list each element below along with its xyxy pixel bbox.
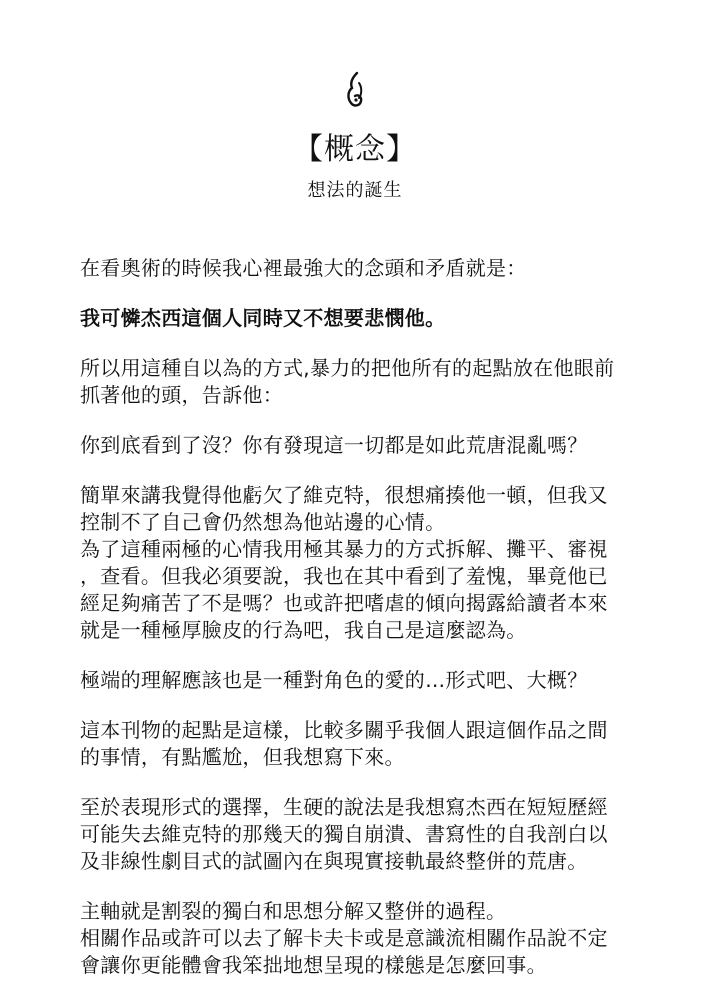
paragraph	[80, 717, 660, 771]
text-line: 所以用這種自以為的方式,暴力的把他所有的起點放在他眼前	[80, 356, 615, 380]
paragraph	[80, 255, 660, 282]
text-line: 在看奧術的時候我心裡最強大的念頭和矛盾就是：	[80, 256, 527, 280]
text-line: 至於表現形式的選擇，生硬的說法是我想寫杰西在短短歷經	[80, 795, 608, 819]
text-line: 為了這種兩極的心情我用極其暴力的方式拆解、攤平、審視	[80, 537, 608, 561]
text-line: 極端的理解應該也是一種對角色的愛的…形式吧、大概？	[80, 668, 588, 692]
body-text	[80, 255, 660, 1002]
text-line: 的事情，有點尷尬，但我想寫下來。	[80, 745, 405, 769]
text-line: 就是一種極厚臉皮的行為吧，我自己是這麼認為。	[80, 618, 527, 642]
text-line: 你到底看到了沒？你有發現這一切都是如此荒唐混亂嗎？	[80, 433, 588, 457]
paragraph	[80, 794, 660, 875]
text-line: ，查看。但我必須要說，我也在其中看到了羞愧，畢竟他已	[80, 564, 608, 588]
emphasized-paragraph	[80, 305, 660, 332]
text-line: 簡單來講我覺得他虧欠了維克特，很想痛揍他一頓，但我又	[80, 483, 608, 507]
text-line: 我可憐杰西這個人同時又不想要悲憫他。	[80, 306, 446, 330]
text-line: 控制不了自己會仍然想為他站邊的心情。	[80, 510, 446, 534]
text-line: 可能失去維克特的那幾天的獨自崩潰、書寫性的自我剖白以	[80, 822, 608, 846]
text-line: 會讓你更能體會我笨拙地想呈現的樣態是怎麼回事。	[80, 953, 547, 977]
text-line: 經足夠痛苦了不是嗎？也或許把嗜虐的傾向揭露給讀者本來	[80, 591, 608, 615]
text-line: 這本刊物的起點是這樣，比較多關乎我個人跟這個作品之間	[80, 718, 608, 742]
text-line: 抓著他的頭，告訴他：	[80, 383, 283, 407]
paragraph	[80, 925, 660, 979]
paragraph	[80, 667, 660, 694]
paragraph	[80, 898, 660, 925]
text-line: 及非線性劇目式的試圖內在與現實接軌最終整併的荒唐。	[80, 849, 588, 873]
paragraph	[80, 355, 660, 409]
page-subtitle: 想法的誕生	[307, 180, 403, 201]
paragraph	[80, 536, 660, 644]
text-line: 主軸就是割裂的獨白和思想分解又整併的過程。	[80, 899, 507, 923]
script-glyph-icon	[340, 70, 370, 110]
page-title: 【概念】	[293, 132, 417, 167]
paragraph	[80, 432, 660, 459]
text-line: 相關作品或許可以去了解卡夫卡或是意識流相關作品說不定	[80, 926, 608, 950]
paragraph	[80, 482, 660, 536]
